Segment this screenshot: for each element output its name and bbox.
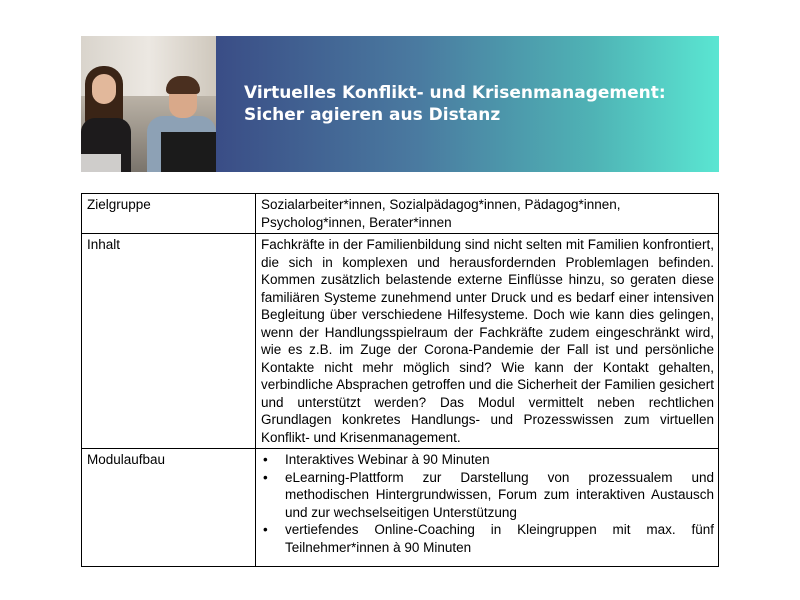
- module-item-text: vertiefendes Online-Coaching in Kleingruppen mit max. fünf Teilnehmer*innen à 90 Minuten: [285, 522, 714, 555]
- row-label-zielgruppe: Zielgruppe: [82, 194, 256, 234]
- list-item: [261, 451, 714, 469]
- header-banner: [81, 36, 719, 172]
- page-title: Virtuelles Konflikt- und Krisenmanagement: Sicher agieren aus Distanz: [244, 83, 666, 125]
- photo-laptop-right: [161, 132, 216, 172]
- module-item-text: Interaktives Webinar à 90 Minuten: [285, 452, 490, 467]
- info-table: [81, 193, 719, 567]
- bullet-icon: •: [263, 452, 268, 467]
- table-row-modulaufbau: [82, 449, 719, 567]
- title-box: [216, 36, 719, 172]
- photo-woman-face: [92, 74, 116, 104]
- row-content-inhalt: Fachkräfte in der Familienbildung sind nicht selten mit Familien konfrontiert, die sich in komplexen und herausfordernden Problemlagen befinden. Kommen zusätzlich belastende externe Einflüsse hinzu, so geraten diese familiären Systeme zunehmend unter Druck und es bedarf einer intensiven Begleitung über verschiedene Hilfesysteme. Doch wie kann dies gelingen, wenn der Handlungsspielraum der Fachkräfte zudem eingeschränkt wird, wie es z.B. im Zuge der Corona-Pandemie der Fall ist und persönliche Kontakte nicht mehr möglich sind? Wie kann der Kontakt gehalten, verbindliche Absprachen getroffen und die Sicherheit der Familien gesichert und unterstützt werden? Das Modul vermittelt neben rechtlichen Grundlagen konkretes Handlungs- und Prozesswissen zum virtuellen Konflikt- und Krisenmanagement.: [256, 234, 719, 449]
- row-label-modulaufbau: Modulaufbau: [82, 449, 256, 567]
- row-content-zielgruppe: Sozialarbeiter*innen, Sozialpädagog*innen, Pädagog*innen, Psycholog*innen, Berater*innen: [256, 194, 719, 234]
- bullet-icon: •: [263, 522, 268, 537]
- photo-laptop-left: [81, 154, 121, 172]
- bullet-icon: •: [263, 469, 268, 485]
- table-row-inhalt: [82, 234, 719, 449]
- row-label-inhalt: Inhalt: [82, 234, 256, 449]
- list-item: [261, 521, 714, 556]
- module-list: [261, 451, 714, 556]
- list-item: [261, 469, 714, 522]
- table-row-zielgruppe: [82, 194, 719, 234]
- header-photo: [81, 36, 216, 172]
- module-item-text: eLearning-Plattform zur Darstellung von prozessualem und methodischen Hintergrundwissen, Forum zum interaktiven Austausch und zur wechselseitigen Unterstützung: [285, 469, 714, 520]
- photo-man-hair: [166, 76, 200, 94]
- row-content-modulaufbau: [256, 449, 719, 567]
